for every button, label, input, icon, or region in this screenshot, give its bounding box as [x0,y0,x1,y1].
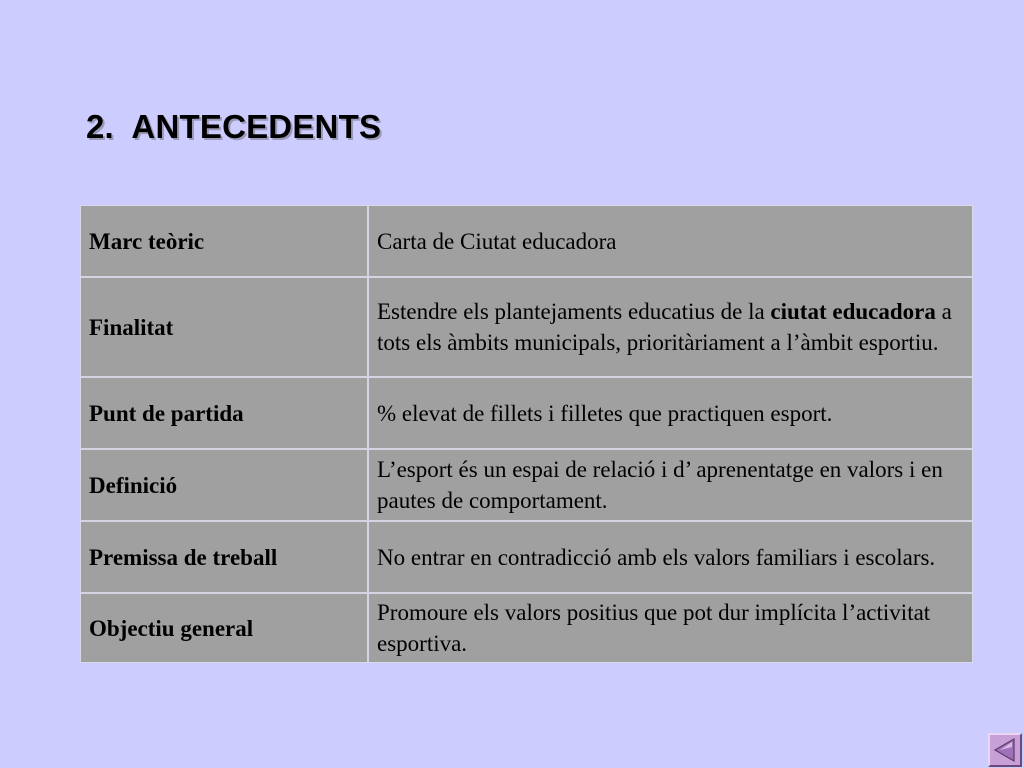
row-value [369,522,972,594]
slide-title: 2. ANTECEDENTS [86,108,382,145]
back-arrow-icon [990,735,1020,765]
info-table [80,205,973,663]
value-emphasis: ciutat educadora [770,299,936,324]
value-text: a tots els àmbits municipals, prioritàriament a l’àmbit esportiu. [377,299,952,355]
row-label: Premissa de treball [81,522,369,594]
row-value [369,594,972,662]
value-text: % elevat de fillets i filletes que practiquen esport. [377,400,833,426]
value-text: Estendre els plantejaments educatius de la [377,299,771,324]
table-body [81,206,972,662]
table-row [81,378,972,450]
table-row [81,450,972,522]
row-label: Punt de partida [81,378,369,450]
row-label: Marc teòric [81,206,369,278]
row-label: Objectiu general [81,594,369,662]
table-row [81,278,972,378]
table-row [81,594,972,662]
table-row [81,206,972,278]
value-text: No entrar en contradicció amb els valors familiars i escolars. [377,544,936,570]
row-value [369,278,972,378]
value-text: Carta de Ciutat educadora [377,228,617,254]
row-value [369,206,972,278]
back-nav-button[interactable] [988,733,1022,767]
value-text: L’esport és un espai de relació i d’ aprenentatge en valors i en pautes de comportament. [377,457,943,513]
row-label: Definició [81,450,369,522]
row-value [369,450,972,522]
row-label: Finalitat [81,278,369,378]
table-row [81,522,972,594]
value-text: Promoure els valors positius que pot dur implícita l’activitat esportiva. [377,600,931,656]
row-value [369,378,972,450]
